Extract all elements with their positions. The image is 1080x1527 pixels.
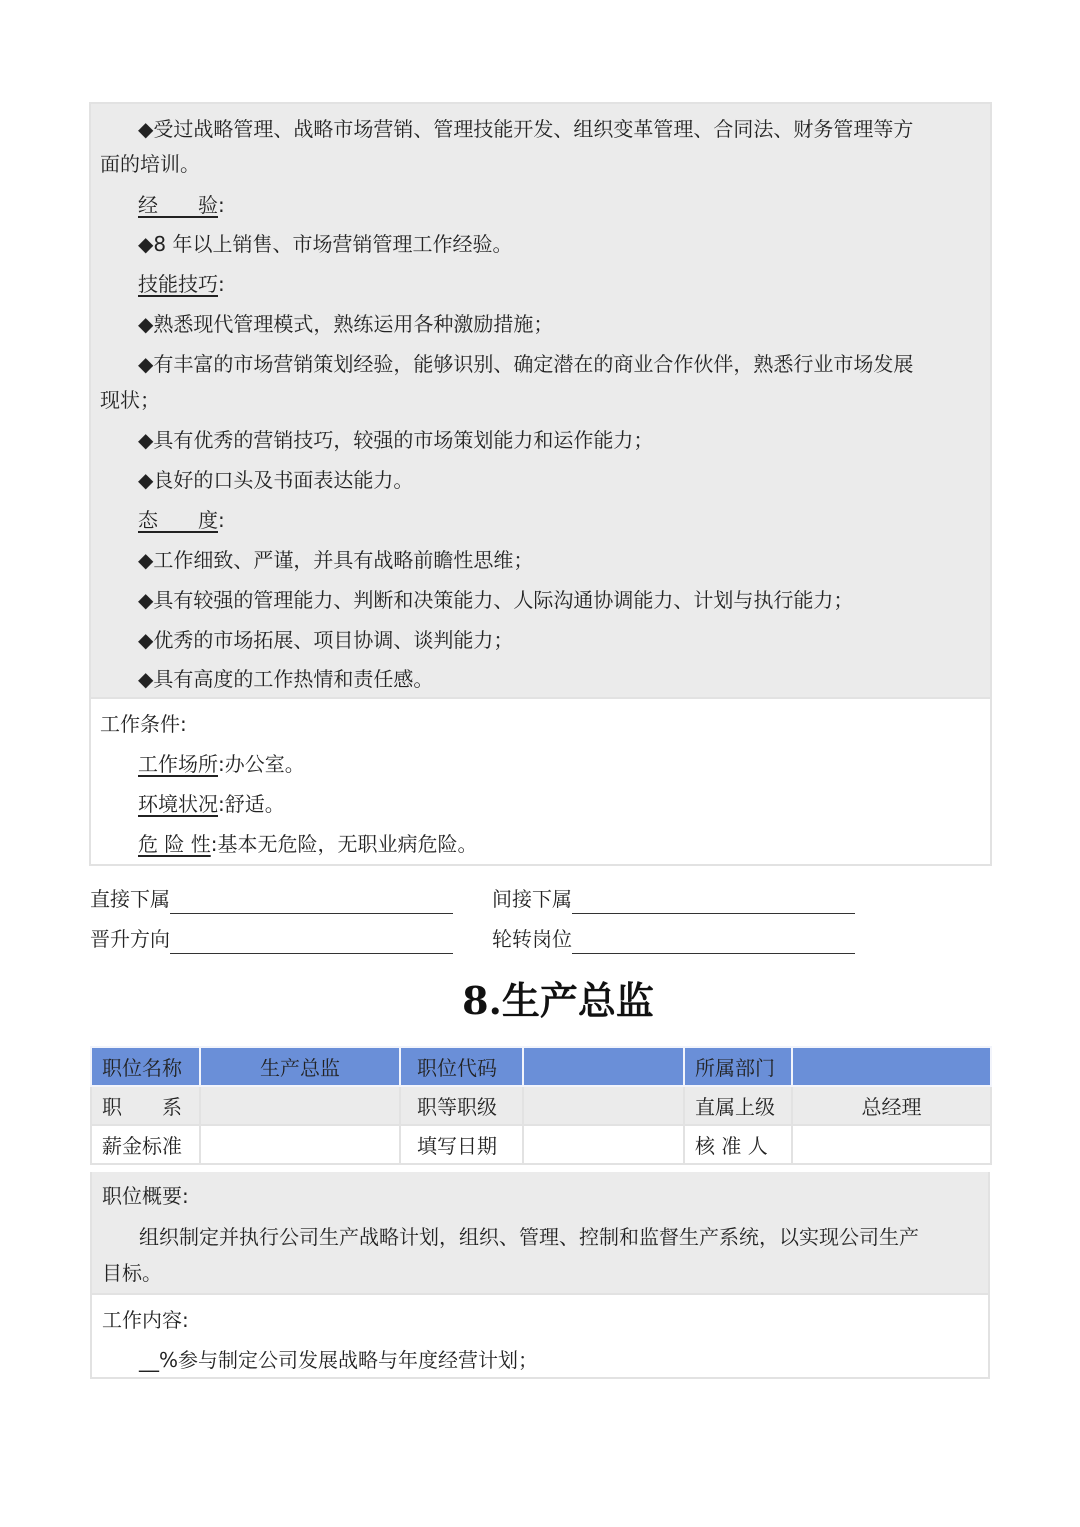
position-code-value <box>523 1047 684 1086</box>
approver-value <box>792 1125 991 1164</box>
work-place-line <box>138 746 305 782</box>
environment-line <box>138 786 285 822</box>
risk-label: 危 险 性 <box>138 832 211 856</box>
salary-value <box>200 1125 400 1164</box>
department-label: 所属部门 <box>684 1047 792 1086</box>
environment-label: 环境状况 <box>138 792 218 816</box>
supervisor-value: 总经理 <box>792 1086 991 1125</box>
position-name-label: 职位名称 <box>91 1047 200 1086</box>
experience-heading <box>138 187 225 223</box>
rotation-blank[interactable] <box>572 931 855 954</box>
job-family-label: 职 系 <box>91 1086 200 1125</box>
skills-colon: : <box>218 272 225 296</box>
skills-item-4: ◆良好的口头及书面表达能力。 <box>138 468 414 492</box>
salary-label: 薪金标准 <box>91 1125 200 1164</box>
training-line-2: 面的培训。 <box>100 152 200 176</box>
attitude-heading <box>138 502 225 538</box>
job-family-value <box>200 1086 400 1125</box>
summary-line-1: 组织制定并执行公司生产战略计划，组织、管理、控制和监督生产系统，以实现公司生产 <box>139 1225 919 1249</box>
rotation-label: 轮转岗位 <box>492 927 572 951</box>
environment-value: :舒适。 <box>218 792 285 816</box>
indirect-subordinates-blank[interactable] <box>572 891 855 914</box>
direct-subordinates-blank[interactable] <box>170 891 453 914</box>
promotion-label: 晋升方向 <box>90 927 170 951</box>
experience-colon: : <box>218 193 225 217</box>
attitude-item-3: ◆优秀的市场拓展、项目协调、谈判能力； <box>138 628 514 652</box>
table-row <box>91 1047 991 1086</box>
skills-item-2-line-2: 现状； <box>100 388 160 412</box>
skills-item-1: ◆熟悉现代管理模式，熟练运用各种激励措施； <box>138 312 554 336</box>
conditions-block <box>89 697 992 866</box>
table-row <box>91 1125 991 1164</box>
summary-line-2: 目标。 <box>102 1261 162 1285</box>
position-name-value: 生产总监 <box>200 1047 400 1086</box>
attitude-label: 态 度 <box>138 508 218 532</box>
attitude-item-1: ◆工作细致、严谨，并具有战略前瞻性思维； <box>138 548 534 572</box>
duties-item-1: __%参与制定公司发展战略与年度经营计划； <box>139 1348 539 1372</box>
duties-block <box>90 1293 990 1379</box>
rotation-field[interactable] <box>492 924 855 954</box>
attitude-item-2: ◆具有较强的管理能力、判断和决策能力、人际沟通协调能力、计划与执行能力； <box>138 588 854 612</box>
indirect-subordinates-label: 间接下属 <box>492 887 572 911</box>
conditions-heading: 工作条件: <box>100 712 187 736</box>
training-line-1: ◆受过战略管理、战略市场营销、管理技能开发、组织变革管理、合同法、财务管理等方 <box>138 117 914 141</box>
attitude-item-4: ◆具有高度的工作热情和责任感。 <box>138 667 434 691</box>
skills-label: 技能技巧 <box>138 272 218 296</box>
risk-line <box>138 826 477 862</box>
fill-date-label: 填写日期 <box>400 1125 523 1164</box>
direct-subordinates-label: 直接下属 <box>90 887 170 911</box>
attitude-colon: : <box>218 508 225 532</box>
summary-heading: 职位概要: <box>102 1184 189 1208</box>
indirect-subordinates-field[interactable] <box>492 884 855 914</box>
promotion-blank[interactable] <box>170 931 453 954</box>
experience-item: ◆8 年以上销售、市场营销管理工作经验。 <box>138 232 513 256</box>
job-info-table <box>90 1046 992 1165</box>
skills-heading <box>138 266 225 302</box>
department-value <box>792 1047 991 1086</box>
promotion-field[interactable] <box>90 924 453 954</box>
experience-label: 经 验 <box>138 193 218 217</box>
duties-heading: 工作内容: <box>102 1308 189 1332</box>
table-row <box>91 1086 991 1125</box>
grade-label: 职等职级 <box>400 1086 523 1125</box>
grade-value <box>523 1086 684 1125</box>
skills-item-3: ◆具有优秀的营销技巧，较强的市场策划能力和运作能力； <box>138 428 654 452</box>
work-place-label: 工作场所 <box>138 752 218 776</box>
fill-date-value <box>523 1125 684 1164</box>
approver-label: 核 准 人 <box>684 1125 792 1164</box>
risk-value: :基本无危险，无职业病危险。 <box>210 832 478 856</box>
work-place-value: :办公室。 <box>218 752 305 776</box>
section-title: 8.生产总监 <box>462 978 654 1023</box>
qualifications-block <box>89 102 992 699</box>
skills-item-2-line-1: ◆有丰富的市场营销策划经验，能够识别、确定潜在的商业合作伙伴，熟悉行业市场发展 <box>138 352 914 376</box>
supervisor-label: 直属上级 <box>684 1086 792 1125</box>
direct-subordinates-field[interactable] <box>90 884 453 914</box>
position-code-label: 职位代码 <box>400 1047 523 1086</box>
summary-block <box>90 1172 990 1295</box>
